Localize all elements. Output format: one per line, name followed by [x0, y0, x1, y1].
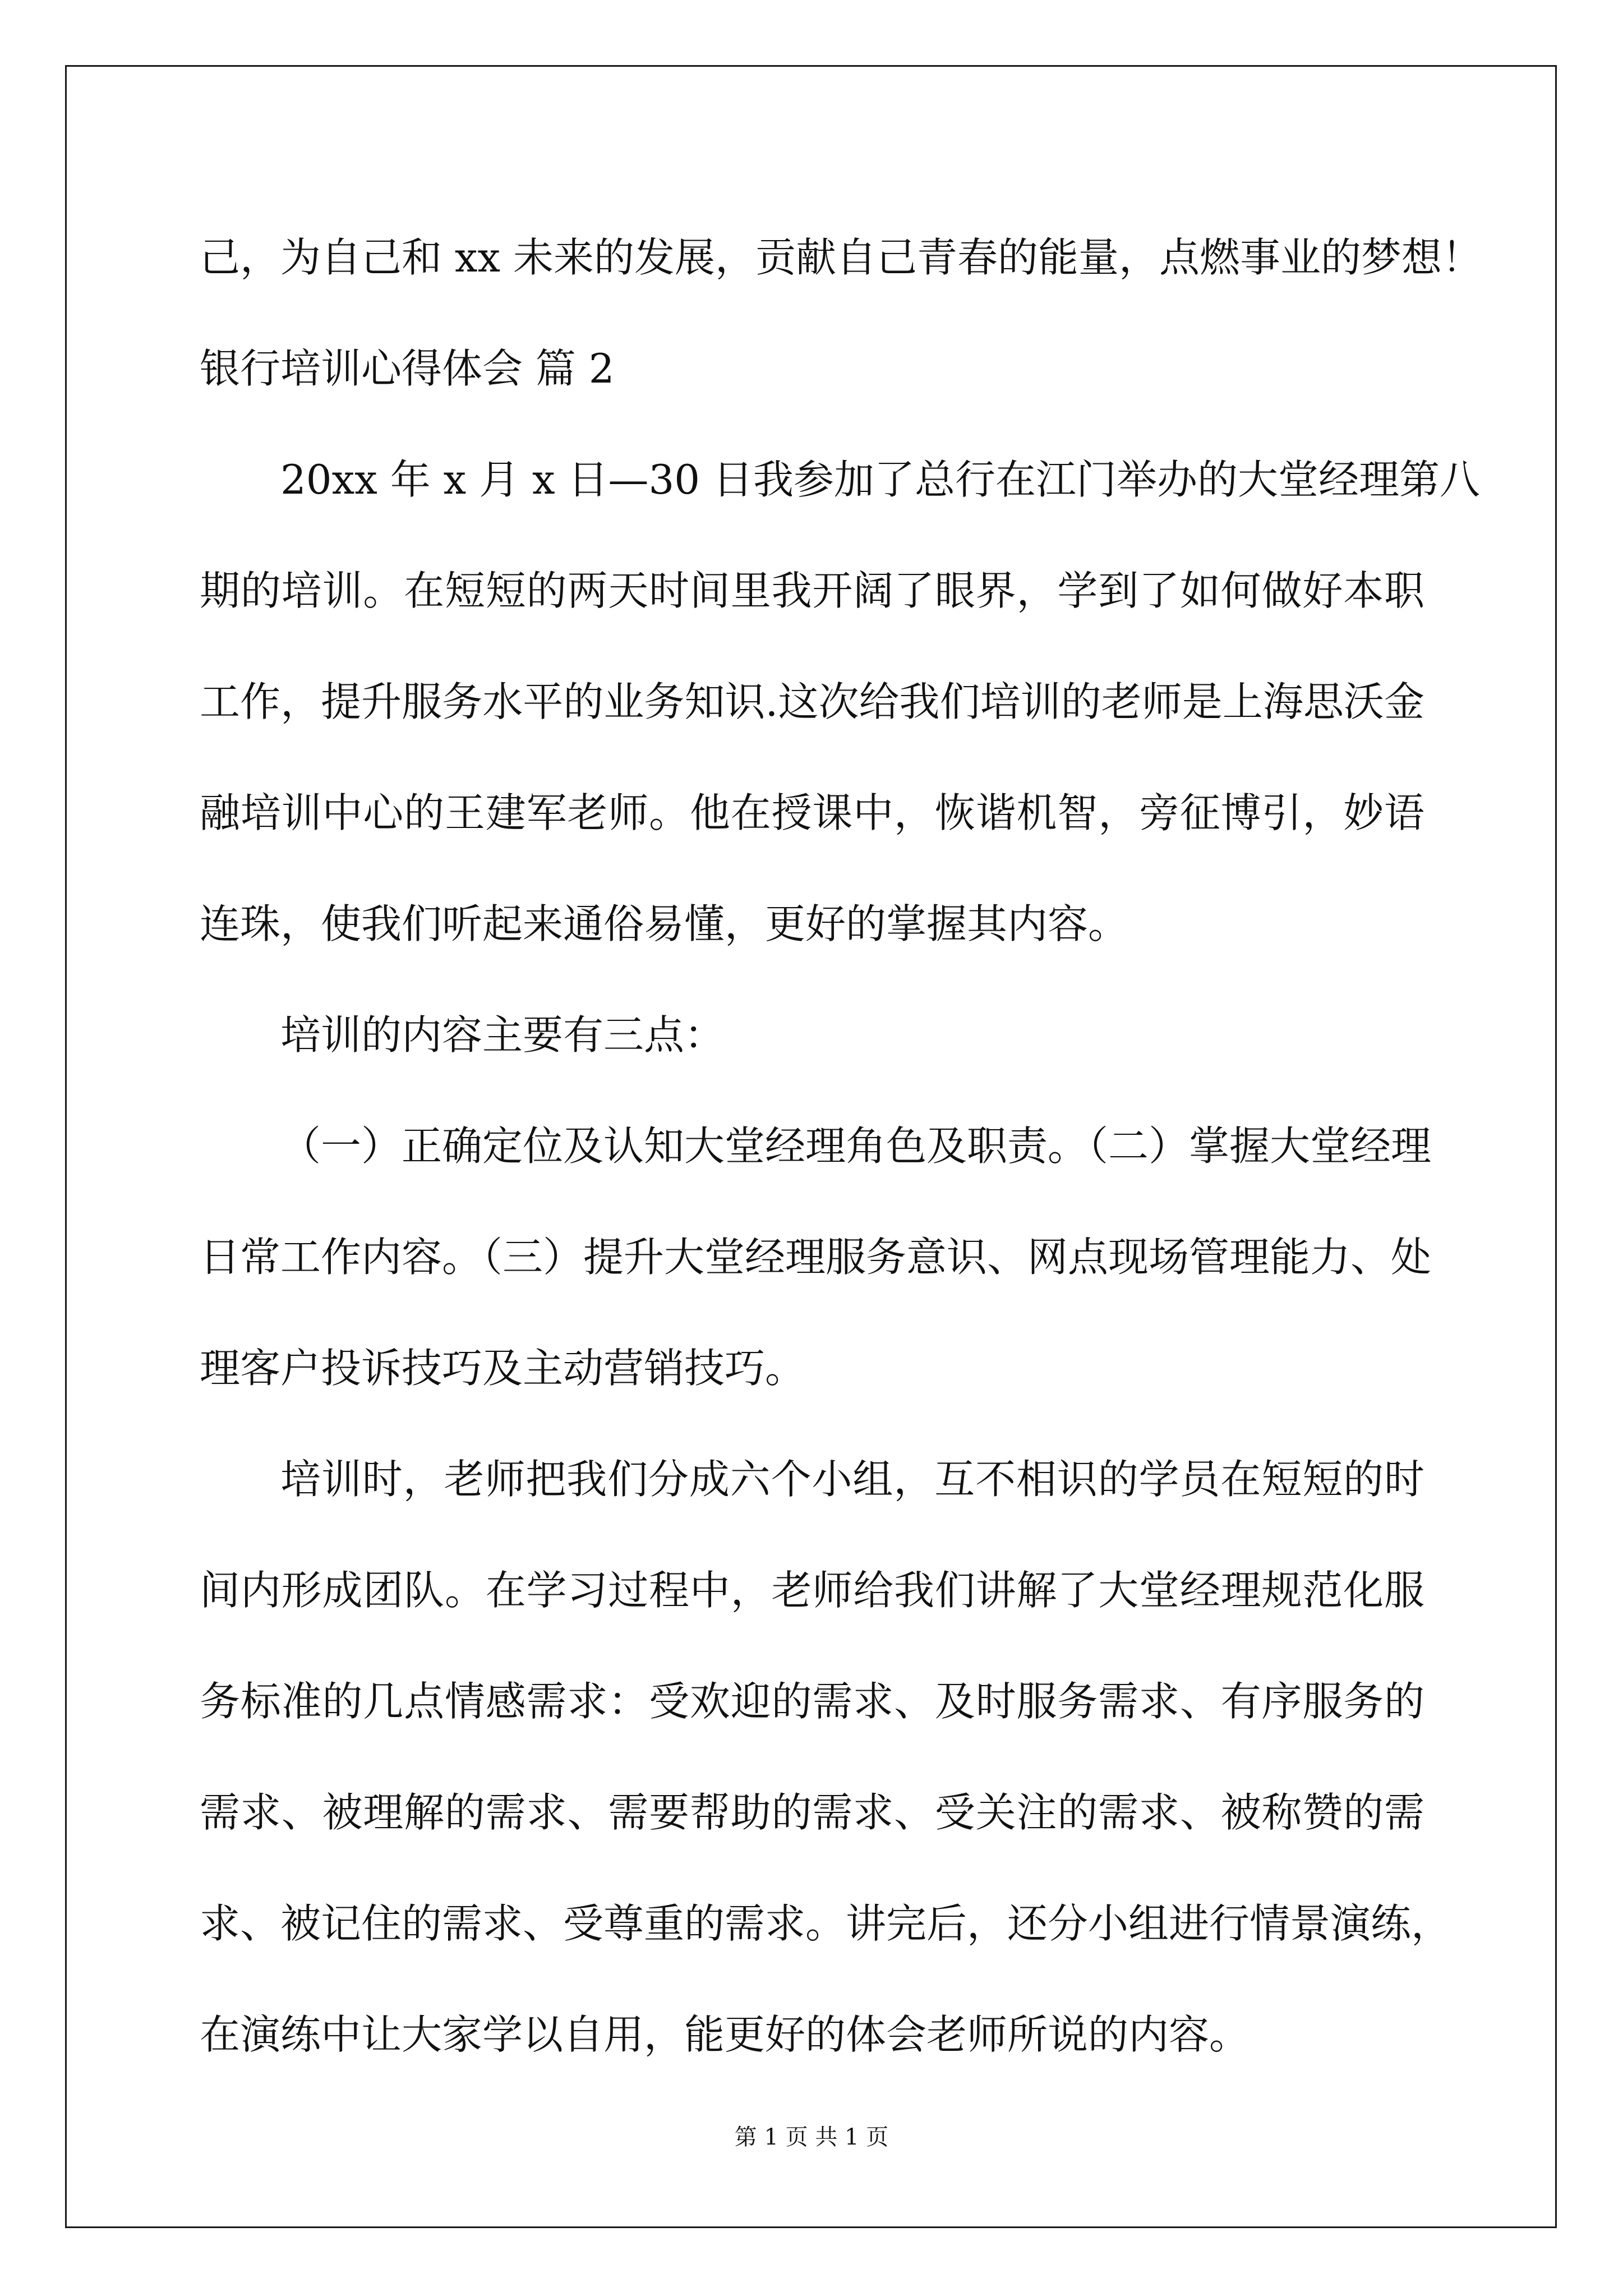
text-line-13: 间内形成团队。在学习过程中，老师给我们讲解了大堂经理规范化服	[200, 1567, 1424, 1614]
text-line-17: 在演练中让大家学以自用，能更好的体会老师所说的内容。	[200, 2011, 1250, 2058]
text-line-10: 日常工作内容。（三）提升大堂经理服务意识、网点现场管理能力、处	[200, 1234, 1432, 1281]
text-line-12: 培训时，老师把我们分成六个小组，互不相识的学员在短短的时	[280, 1456, 1424, 1503]
document-body	[200, 202, 1482, 2090]
text-line-7: 连珠，使我们听起来通俗易懂，更好的掌握其内容。	[200, 900, 1129, 947]
text-line-11: 理客户投诉技巧及主动营销技巧。	[200, 1345, 806, 1392]
text-line-8: 培训的内容主要有三点：	[280, 1011, 725, 1059]
text-line-9: （一）正确定位及认知大堂经理角色及职责。（二）掌握大堂经理	[280, 1122, 1432, 1170]
text-line-3: 20xx 年 x 月 x 日—30 日我参加了总行在江门举办的大堂经理第八	[280, 456, 1480, 503]
text-line-15: 需求、被理解的需求、需要帮助的需求、受关注的需求、被称赞的需	[200, 1789, 1424, 1836]
text-line-1: 己，为自己和 xx 未来的发展，贡献自己青春的能量，点燃事业的梦想！	[200, 234, 1482, 281]
text-line-4: 期的培训。在短短的两天时间里我开阔了眼界，学到了如何做好本职	[200, 567, 1424, 614]
page-number-footer: 第 1 页 共 1 页	[734, 2124, 889, 2150]
text-line-16: 求、被记住的需求、受尊重的需求。讲完后，还分小组进行情景演练，	[200, 1900, 1452, 1947]
text-line-14: 务标准的几点情感需求：受欢迎的需求、及时服务需求、有序服务的	[200, 1678, 1424, 1725]
section-heading: 银行培训心得体会 篇 2	[200, 345, 615, 392]
text-line-6: 融培训中心的王建军老师。他在授课中，恢谐机智，旁征博引，妙语	[200, 789, 1424, 836]
text-line-5: 工作，提升服务水平的业务知识.这次给我们培训的老师是上海思沃金	[200, 678, 1424, 725]
